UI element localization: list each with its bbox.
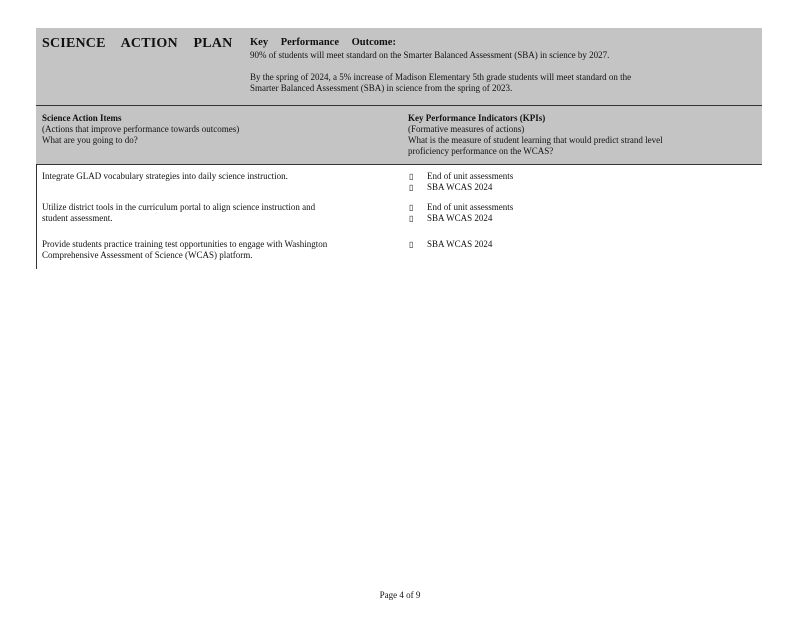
action-item: [37, 202, 409, 239]
plan-header: [36, 28, 762, 106]
action-items-header: [36, 106, 408, 164]
bullet-icon: ▯: [409, 214, 414, 223]
kpi-sub-3: proficiency performance on the WCAS?: [408, 146, 554, 156]
plan-title: SCIENCE ACTION PLAN: [42, 36, 233, 51]
list-item: ▯ SBA WCAS 2024: [409, 182, 493, 192]
page-number: Page 4 of 9: [379, 590, 421, 600]
action-item: [37, 171, 409, 202]
kpi-sub-1: (Formative measures of actions): [408, 124, 525, 134]
table-row: [37, 165, 762, 202]
column-headers: [36, 106, 762, 165]
bullet-icon: ▯: [409, 172, 414, 181]
kpo-line-3: Smarter Balanced Assessment (SBA) in science from the spring of 2023.: [250, 83, 513, 93]
list-item: ▯ SBA WCAS 2024: [409, 213, 493, 223]
table-row: [37, 202, 762, 239]
table-row: [37, 239, 762, 269]
list-item: ▯ SBA WCAS 2024: [409, 239, 493, 249]
action-items-sub-1: (Actions that improve performance towards outcomes): [42, 124, 240, 134]
action-plan-table: [36, 28, 762, 269]
action-rows: [36, 165, 762, 269]
action-text: student assessment.: [42, 213, 113, 223]
action-text: Utilize district tools in the curriculum portal to align science instruction and: [42, 202, 316, 212]
action-text: Integrate GLAD vocabulary strategies into daily science instruction.: [42, 171, 288, 181]
kpo-line-2: By the spring of 2024, a 5% increase of Madison Elementary 5th grade students will meet standard on the: [250, 72, 632, 82]
kpi-header: [408, 106, 762, 164]
kpi-list: [409, 202, 762, 239]
kpi-title: Key Performance Indicators (KPIs): [408, 113, 546, 123]
kpo-line-1: 90% of students will meet standard on the Smarter Balanced Assessment (SBA) in science by 2027.: [250, 50, 610, 60]
plan-header-left: [36, 28, 250, 105]
action-text: Provide students practice training test opportunities to engage with Washington: [42, 239, 328, 249]
bullet-icon: ▯: [409, 240, 414, 249]
action-item: [37, 239, 409, 269]
action-items-title: Science Action Items: [42, 113, 122, 123]
bullet-icon: ▯: [409, 203, 414, 212]
kpi-sub-2: What is the measure of student learning that would predict strand level: [408, 135, 663, 145]
kpi-list: [409, 171, 762, 202]
action-text: Comprehensive Assessment of Science (WCAS) platform.: [42, 250, 253, 260]
action-items-sub-2: What are you going to do?: [42, 135, 138, 145]
kpo-section: [250, 28, 762, 105]
kpo-title: Key Performance Outcome:: [250, 37, 396, 48]
list-item: ▯ End of unit assessments: [409, 171, 514, 181]
bullet-icon: ▯: [409, 183, 414, 192]
list-item: ▯ End of unit assessments: [409, 202, 514, 212]
kpi-list: [409, 239, 762, 269]
